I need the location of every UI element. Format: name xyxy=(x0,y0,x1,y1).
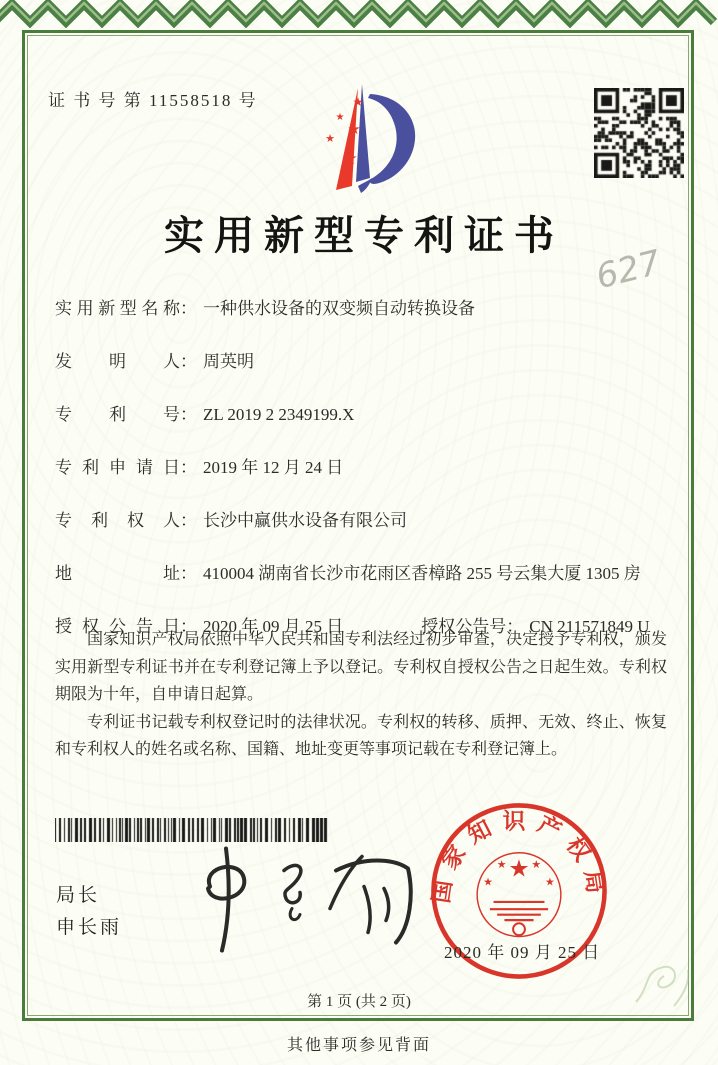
issuer-title: 局长 xyxy=(56,885,101,906)
certificate-number: 证 书 号 第 11558518 号 xyxy=(48,91,258,110)
svg-text:★: ★ xyxy=(347,120,361,138)
field-label: 专利号 xyxy=(55,405,180,424)
svg-text:★: ★ xyxy=(531,858,542,872)
field-row-address xyxy=(55,559,670,584)
svg-text:★: ★ xyxy=(483,875,493,889)
handwritten-note: 627 xyxy=(592,242,665,298)
field-label: 实用新型名称 xyxy=(55,299,180,318)
seal-agency-text: 国家知识产权局 xyxy=(428,808,610,905)
field-label: 专利权人 xyxy=(55,511,180,530)
paragraph-register-statement: 专利证书记载专利权登记时的法律状况。专利权的转移、质押、无效、终止、恢复和专利权人的姓名或名称、国籍、地址变更等事项记载在专利登记簿上。 xyxy=(55,713,667,759)
barcode xyxy=(55,818,330,842)
field-list xyxy=(55,294,670,665)
seal-date: 2020 年 09 月 25 日 xyxy=(444,943,601,962)
grant-date-label: 授权公告日 xyxy=(55,617,180,636)
field-row-name xyxy=(55,294,670,319)
svg-text:★: ★ xyxy=(342,149,358,169)
issuer-name: 申长雨 xyxy=(56,917,123,938)
field-value: 410004 湖南省长沙市花雨区香樟路 255 号云集大厦 1305 房 xyxy=(203,564,641,583)
national-emblem-icon xyxy=(477,853,561,937)
cnipa-logo-icon xyxy=(298,82,430,196)
field-row-patent-number xyxy=(55,400,670,425)
svg-text:★: ★ xyxy=(496,858,507,872)
colon: ： xyxy=(180,299,197,318)
svg-text:★: ★ xyxy=(335,112,345,123)
field-value: 一种供水设备的双变频自动转换设备 xyxy=(203,299,475,318)
qr-code xyxy=(594,88,684,178)
colon: ： xyxy=(180,458,197,477)
svg-text:★: ★ xyxy=(508,854,530,883)
field-value: 周英明 xyxy=(203,352,254,371)
svg-text:★: ★ xyxy=(352,95,364,109)
colon: ： xyxy=(180,352,197,371)
field-row-filing-date xyxy=(55,453,670,478)
page-number: 第 1 页 (共 2 页) xyxy=(307,994,411,1010)
field-value: 长沙中赢供水设备有限公司 xyxy=(203,511,407,530)
back-side-note: 其他事项参见背面 xyxy=(286,1037,431,1054)
svg-text:★: ★ xyxy=(325,132,335,145)
colon: ： xyxy=(180,405,197,424)
svg-text:★: ★ xyxy=(545,875,555,889)
field-label: 专利申请日 xyxy=(55,458,180,477)
legal-text xyxy=(55,626,667,764)
field-label: 发明人 xyxy=(55,352,180,371)
grant-number-label: 授权公告号 xyxy=(421,617,507,636)
zigzag-ribbon xyxy=(0,0,718,28)
field-value: 2019 年 12 月 24 日 xyxy=(203,458,344,477)
commissioner-signature xyxy=(188,842,418,957)
paragraph-grant-statement: 国家知识产权局依照中华人民共和国专利法经过初步审查，决定授予专利权，颁发实用新型专利证书并在专利登记簿上予以登记。专利权自授权公告之日起生效。专利权期限为十年，自申请日起算。 xyxy=(55,631,667,704)
colon: ： xyxy=(180,511,197,530)
field-value: ZL 2019 2 2349199.X xyxy=(203,405,355,424)
field-label: 地址 xyxy=(55,564,180,583)
field-row-inventor xyxy=(55,347,670,372)
colon: ： xyxy=(180,617,197,636)
grant-date-value: 2020 年 09 月 25 日 xyxy=(203,617,344,636)
page-title: 实用新型专利证书 xyxy=(164,213,564,258)
field-row-patentee xyxy=(55,506,670,531)
colon: ： xyxy=(506,617,524,636)
colon: ： xyxy=(180,564,197,583)
grant-number-value: CN 211571849 U xyxy=(529,617,650,636)
